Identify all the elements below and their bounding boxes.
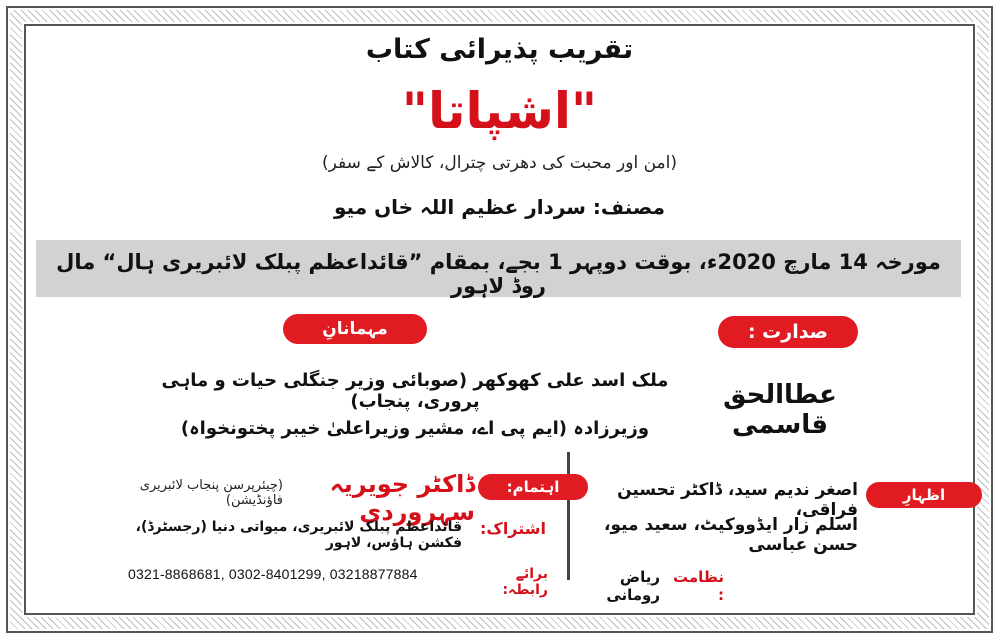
contact-label: برائے رابطہ: [502, 566, 548, 598]
guest-2: وزیرزادہ (ایم پی اے، مشیر وزیراعلیٰ خیبر پختونخواہ) [180, 418, 650, 439]
special-guests-badge: مہمانانِ خصوصی [283, 314, 427, 344]
views-speakers-1: اصغر ندیم سید، ڈاکٹر تحسین فراقی، [617, 480, 858, 520]
moderator-name: ریاض رومانی [606, 568, 660, 604]
host-badge: اہتمام: [478, 474, 588, 500]
moderation-label: نظامت : [672, 568, 724, 604]
host-name: ڈاکٹر جویریہ سہروردی [329, 470, 475, 526]
views-speakers-2: اسلم زار ایڈووکیٹ، سعید میو، حسن عباسی [604, 515, 858, 555]
book-title: "اشپاتا" [401, 82, 598, 140]
president-name: عطاالحق قاسمی [723, 380, 837, 440]
contact-numbers: 0321-8868681, 0302-8401299, 03218877884 [128, 566, 418, 582]
guest-1: ملک اسد علی کھوکھر (صوبائی وزیر جنگلی حیات و ماہی پروری، پنجاب) [161, 370, 669, 412]
book-subtitle: (امن اور محبت کی دھرتی چترال، کالاش کے سفر) [322, 153, 677, 173]
event-title: تقریب پذیرائی کتاب [365, 34, 634, 65]
collaboration-label: اشتراک: [480, 519, 546, 538]
presidency-badge: صدارت : [718, 316, 858, 348]
section-divider [567, 452, 570, 580]
collaboration-text: قائداعظم پبلک لائبریری، میواتی دنیا (رجسٹرڈ)، فکشن ہاؤس، لاہور [135, 519, 462, 551]
host-title: (چیئرپرسن پنجاب لائبریری فاؤنڈیشن) [139, 478, 283, 508]
views-badge: اظہارِ خیال: [866, 482, 982, 508]
author-line: مصنف: سردار عظیم اللہ خاں میو [334, 195, 665, 219]
date-venue-text: مورخہ 14 مارچ 2020ء، بوقت دوپہر 1 بجے، بمقام ”قائداعظم پبلک لائبریری ہال“ مال روڈ لاہور [56, 250, 941, 298]
